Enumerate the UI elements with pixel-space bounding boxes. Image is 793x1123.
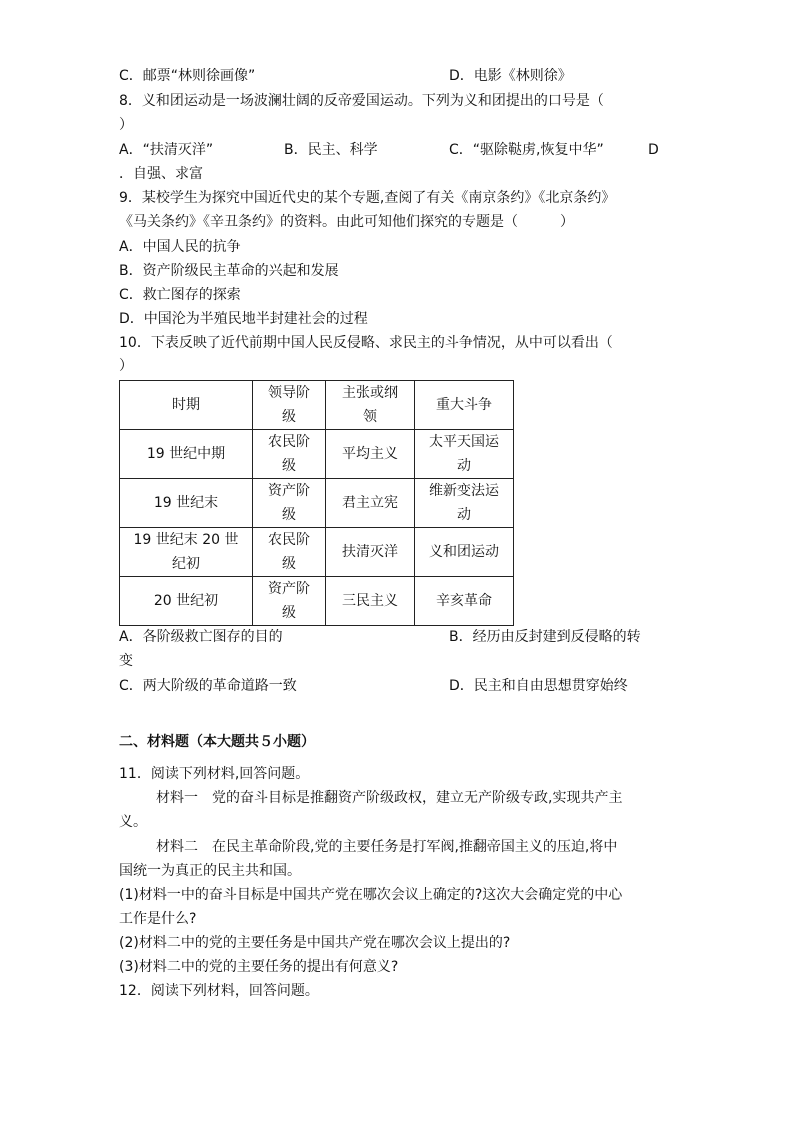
table-cell: 维新变法运 动 <box>415 479 514 528</box>
q11-material2-line1: 材料二 在民主革命阶段,党的主要任务是打军阀,推翻帝国主义的压迫,将中 <box>156 839 618 855</box>
q10-option-d: D．民主和自由思想贯穿始终 <box>449 678 628 694</box>
q11-sub2: (2)材料二中的党的主要任务是中国共产党在哪次会议上提出的? <box>119 935 511 951</box>
table-cell: 19 世纪中期 <box>120 430 253 479</box>
table-header-cell: 时期 <box>120 381 253 430</box>
table-cell: 平均主义 <box>326 430 415 479</box>
q9-option-d: D．中国沦为半殖民地半封建社会的过程 <box>119 311 368 327</box>
table-cell: 太平天国运 动 <box>415 430 514 479</box>
table-header-cell: 重大斗争 <box>415 381 514 430</box>
struggle-table <box>119 380 514 626</box>
q8-option-c: C．“驱除鞑虏,恢复中华” <box>449 142 604 158</box>
q7-option-d: D．电影《林则徐》 <box>449 68 572 84</box>
q10-option-b-line2: 变 <box>119 653 133 669</box>
q11-material2-line2: 国统一为真正的民主共和国。 <box>119 863 301 879</box>
q9-stem-line1: 9．某校学生为探究中国近代史的某个专题,查阅了有关《南京条约》《北京条约》 <box>119 190 616 206</box>
table-row <box>120 430 514 479</box>
table-cell: 农民阶 级 <box>253 430 326 479</box>
q8-option-d-letter: D <box>648 142 659 158</box>
q11-material1-line2: 义。 <box>119 814 147 830</box>
table-row <box>120 479 514 528</box>
table-cell: 辛亥革命 <box>415 577 514 626</box>
q7-option-c: C．邮票“林则徐画像” <box>119 68 256 84</box>
q9-stem-line2: 《马关条约》《辛丑条约》的资料。由此可知他们探究的专题是（ ） <box>119 214 574 230</box>
q11-sub3: (3)材料二中的党的主要任务的提出有何意义? <box>119 959 399 975</box>
table-cell: 扶清灭洋 <box>326 528 415 577</box>
table-cell: 19 世纪末 20 世 纪初 <box>120 528 253 577</box>
table-header-cell: 领导阶 级 <box>253 381 326 430</box>
q10-option-c: C．两大阶级的革命道路一致 <box>119 678 297 694</box>
q10-option-a: A．各阶级救亡图存的目的 <box>119 629 283 645</box>
table-cell: 20 世纪初 <box>120 577 253 626</box>
q11-sub1-line1: (1)材料一中的奋斗目标是中国共产党在哪次会议上确定的?这次大会确定党的中心 <box>119 887 623 903</box>
q8-stem-line1: 8．义和团运动是一场波澜壮阔的反帝爱国运动。下列为义和团提出的口号是（ <box>119 93 604 109</box>
section-2-title: 二、材料题（本大题共５小题） <box>119 734 315 750</box>
q12-stem: 12．阅读下列材料，回答问题。 <box>119 983 319 999</box>
table-cell: 资产阶 级 <box>253 479 326 528</box>
table-cell: 君主立宪 <box>326 479 415 528</box>
table-cell: 资产阶 级 <box>253 577 326 626</box>
table-cell: 农民阶 级 <box>253 528 326 577</box>
q8-option-b: B．民主、科学 <box>284 142 378 158</box>
table-row <box>120 577 514 626</box>
table-cell: 义和团运动 <box>415 528 514 577</box>
q8-option-a: A．“扶清灭洋” <box>119 142 214 158</box>
q10-stem-line2: ） <box>119 358 133 374</box>
q9-option-a: A．中国人民的抗争 <box>119 239 241 255</box>
q11-stem: 11．阅读下列材料,回答问题。 <box>119 766 310 782</box>
q10-stem-line1: 10．下表反映了近代前期中国人民反侵略、求民主的斗争情况，从中可以看出（ <box>119 335 613 351</box>
table-header-cell: 主张或纲 领 <box>326 381 415 430</box>
q9-option-c: C．救亡图存的探索 <box>119 287 241 303</box>
q9-option-b: B．资产阶级民主革命的兴起和发展 <box>119 263 339 279</box>
q10-option-b-line1: B．经历由反封建到反侵略的转 <box>449 629 641 645</box>
table-header-row <box>120 381 514 430</box>
q11-material1-line1: 材料一 党的奋斗目标是推翻资产阶级政权，建立无产阶级专政,实现共产主 <box>156 790 623 806</box>
q8-stem-line2: ） <box>119 117 133 133</box>
table-cell: 19 世纪末 <box>120 479 253 528</box>
q11-sub1-line2: 工作是什么? <box>119 911 197 927</box>
table-cell: 三民主义 <box>326 577 415 626</box>
table-row <box>120 528 514 577</box>
q8-option-d-text: ．自强、求富 <box>119 166 203 182</box>
